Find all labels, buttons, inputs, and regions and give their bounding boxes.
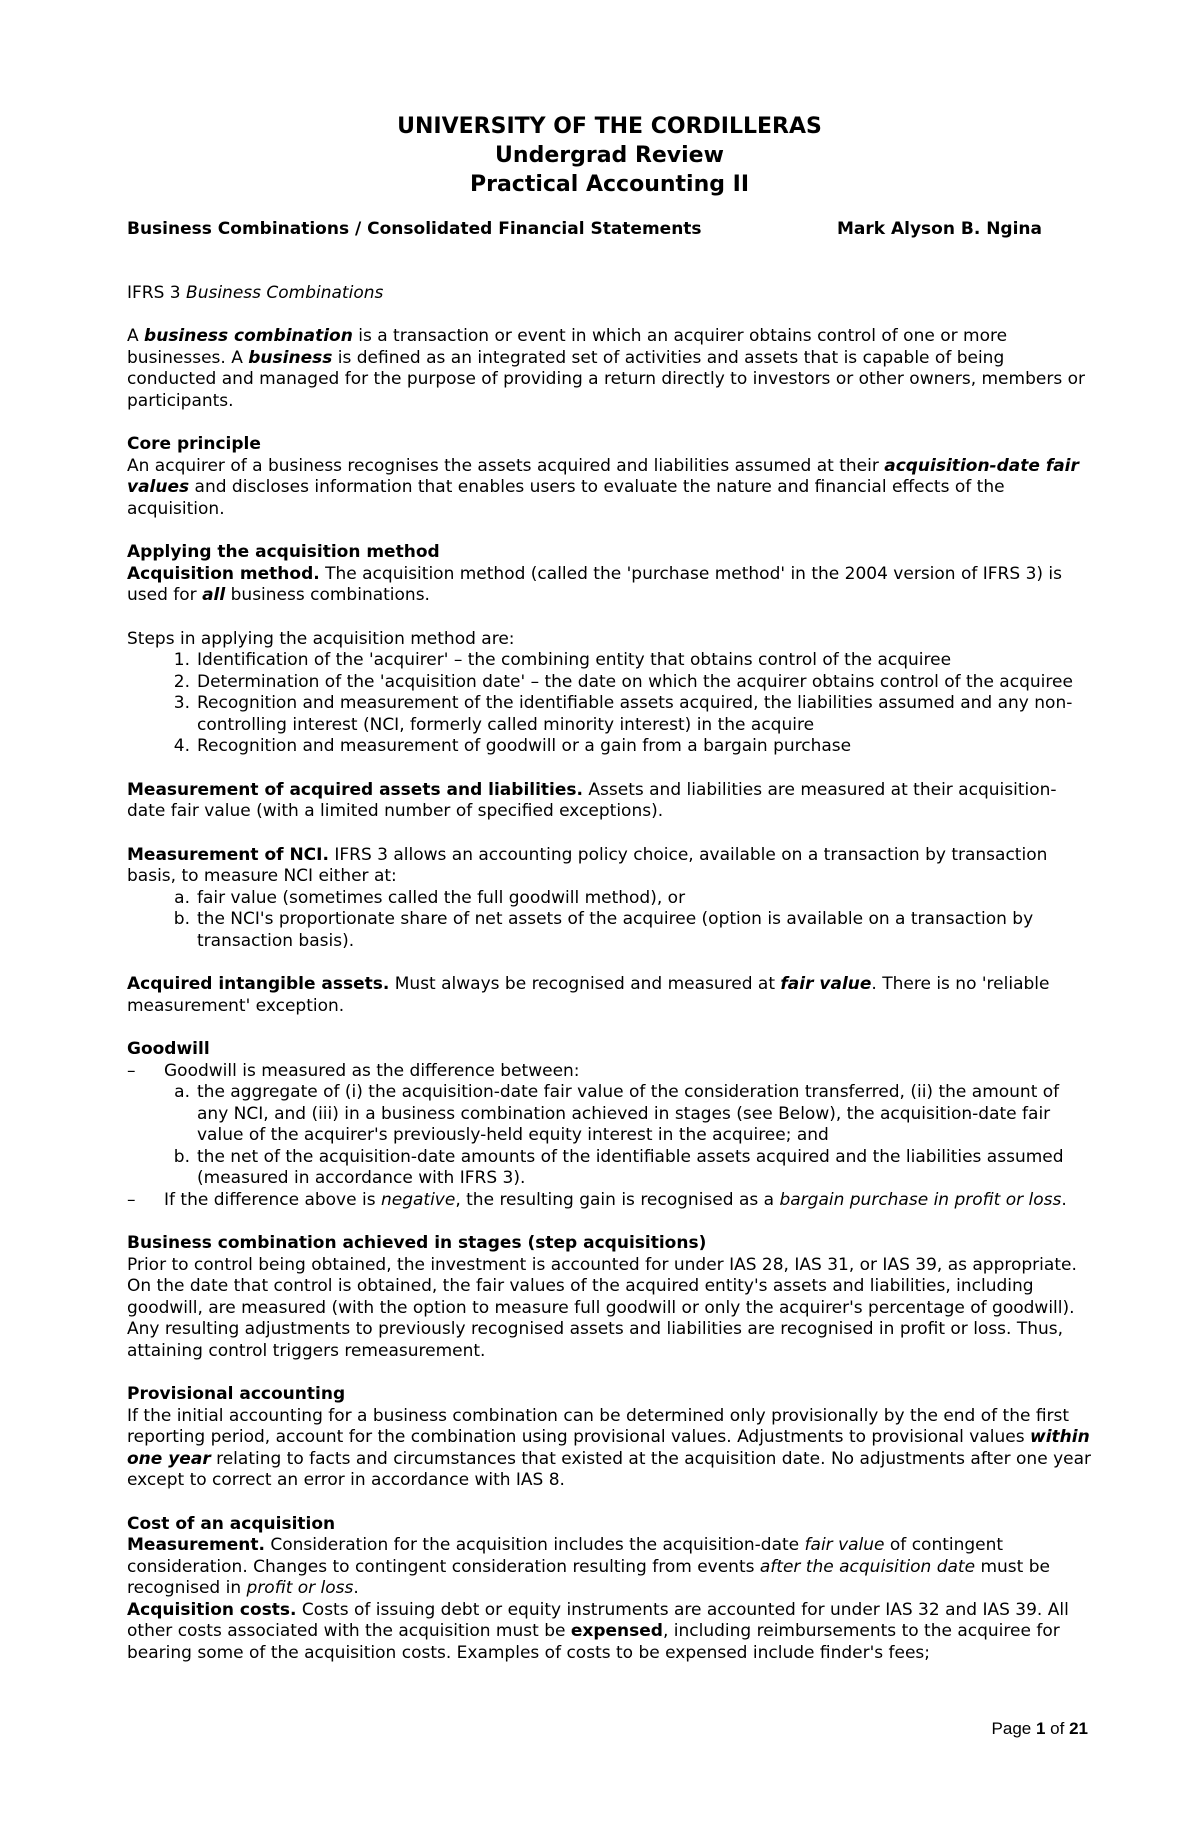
list-item: b. the net of the acquisition-date amounts of the identifiable assets acquired and the liabilities assumed (measured in accordance with IFRS 3).	[173, 1146, 1064, 1188]
university-title: UNIVERSITY OF THE CORDILLERAS	[397, 114, 822, 139]
ifrs-heading: IFRS 3 Business Combinations	[127, 282, 384, 303]
goodwill-heading: Goodwill	[127, 1039, 210, 1059]
list-item: 1. Identification of the 'acquirer' – the combining entity that obtains control of the acquiree	[173, 650, 952, 670]
core-principle-text: An acquirer of a business recognises the assets acquired and liabilities assumed at their acquisition-date fair values and discloses information that enables users to evaluate the nature and financial effects of the acquisition.	[127, 455, 1079, 519]
applying-section	[127, 542, 1092, 607]
stages-text: Prior to control being obtained, the investment is accounted for under IAS 28, IAS 31, or IAS 39, as appropriate. On the date that control is obtained, the fair values of the acquired entity's assets and liabilities, including goodwill, are measured (with the option to measure full goodwill or only the acquirer's percentage of goodwill). Any resulting adjustments to previously recognised assets and liabilities are recognised in profit or loss. Thus, attaining control triggers remeasurement.	[127, 1254, 1077, 1361]
list-item: a. the aggregate of (i) the acquisition-date fair value of the consideration transferred, (ii) the amount of any NCI, and (iii) in a business combination achieved in stages (see Below), the acquisition-date fair value of the acquirer's previously-held equity interest in the acquiree; and	[174, 1082, 1060, 1145]
provisional-text: If the initial accounting for a business combination can be determined only provisionally by the end of the first reporting period, account for the combination using provisional values. Adjustments to provisional values within one year relating to facts and circumstances that existed at the acquisition date. No adjustments after one year except to correct an error in accordance with IAS 8.	[127, 1405, 1091, 1490]
goodwill-components-list	[164, 1082, 1092, 1190]
goodwill-section	[127, 1039, 1092, 1211]
intangibles-paragraph: Acquired intangible assets. Must always be recognised and measured at fair value. There is no 'reliable measurement' exception.	[127, 974, 1050, 1016]
author-name: Mark Alyson B. Ngina	[836, 219, 1042, 239]
nci-options-list	[127, 888, 1092, 953]
page-number: Page 1 of 21	[991, 1719, 1088, 1738]
core-principle-heading: Core principle	[127, 434, 261, 454]
list-item: – If the difference above is negative, the resulting gain is recognised as a bargain purchase in profit or loss.	[127, 1189, 1067, 1210]
list-item: 3. Recognition and measurement of the identifiable assets acquired, the liabilities assumed and any non-controlling interest (NCI, formerly called minority interest) in the acquire	[173, 693, 1073, 735]
acquisition-costs-text: Acquisition costs. Costs of issuing debt or equity instruments are accounted for under IAS 32 and IAS 39. All other costs associated with the acquisition must be expensed, including reimbursements to the acquiree for bearing some of the acquisition costs. Examples of costs to be expensed include finder's fees;	[127, 1599, 1069, 1663]
program-title: Undergrad Review	[495, 143, 724, 168]
steps-list	[127, 650, 1092, 758]
topic-row	[127, 219, 1092, 241]
list-item: – Goodwill is measured as the difference between:	[127, 1060, 580, 1081]
steps-section	[127, 629, 1092, 758]
core-principle-section	[127, 434, 1092, 520]
topic-title: Business Combinations / Consolidated Financial Statements	[127, 219, 702, 239]
stages-heading: Business combination achieved in stages (step acquisitions)	[127, 1233, 707, 1253]
list-item: 4. Recognition and measurement of goodwill or a gain from a bargain purchase	[173, 736, 852, 756]
applying-heading: Applying the acquisition method	[127, 542, 440, 562]
course-title: Practical Accounting II	[469, 172, 750, 197]
acquisition-method-text: Acquisition method. The acquisition method (called the 'purchase method' in the 2004 version of IFRS 3) is used for all business combinations.	[127, 563, 1062, 605]
list-item: 2. Determination of the 'acquisition date' – the date on which the acquirer obtains control of the acquiree	[173, 671, 1073, 692]
steps-intro: Steps in applying the acquisition method are:	[127, 628, 515, 649]
provisional-heading: Provisional accounting	[127, 1384, 346, 1404]
list-item: a. fair value (sometimes called the full goodwill method), or	[174, 887, 686, 908]
provisional-section	[127, 1384, 1092, 1492]
cost-heading: Cost of an acquisition	[127, 1513, 336, 1534]
cost-section	[127, 1514, 1092, 1665]
intro-paragraph: A business combination is a transaction or event in which an acquirer obtains control of one or more businesses. A business is defined as an integrated set of activities and assets that is capable of being conducted and managed for the purpose of providing a return directly to investors or other owners, members or participants.	[127, 326, 1085, 411]
page-content	[127, 112, 1092, 1664]
cost-measurement-text: Measurement. Consideration for the acquisition includes the acquisition-date fair value of contingent consideration. Changes to contingent consideration resulting from events after the acquisition date must be recognised in profit or loss.	[127, 1535, 1050, 1598]
nci-section	[127, 845, 1092, 953]
stages-section	[127, 1233, 1092, 1362]
measurement-assets-paragraph: Measurement of acquired assets and liabilities. Assets and liabilities are measured at their acquisition-date fair value (with a limited number of specified exceptions).	[127, 779, 1057, 821]
nci-paragraph: Measurement of NCI. IFRS 3 allows an accounting policy choice, available on a transaction by transaction basis, to measure NCI either at:	[127, 844, 1048, 886]
list-item: b. the NCI's proportionate share of net assets of the acquiree (option is available on a transaction by transaction basis).	[173, 909, 1034, 951]
